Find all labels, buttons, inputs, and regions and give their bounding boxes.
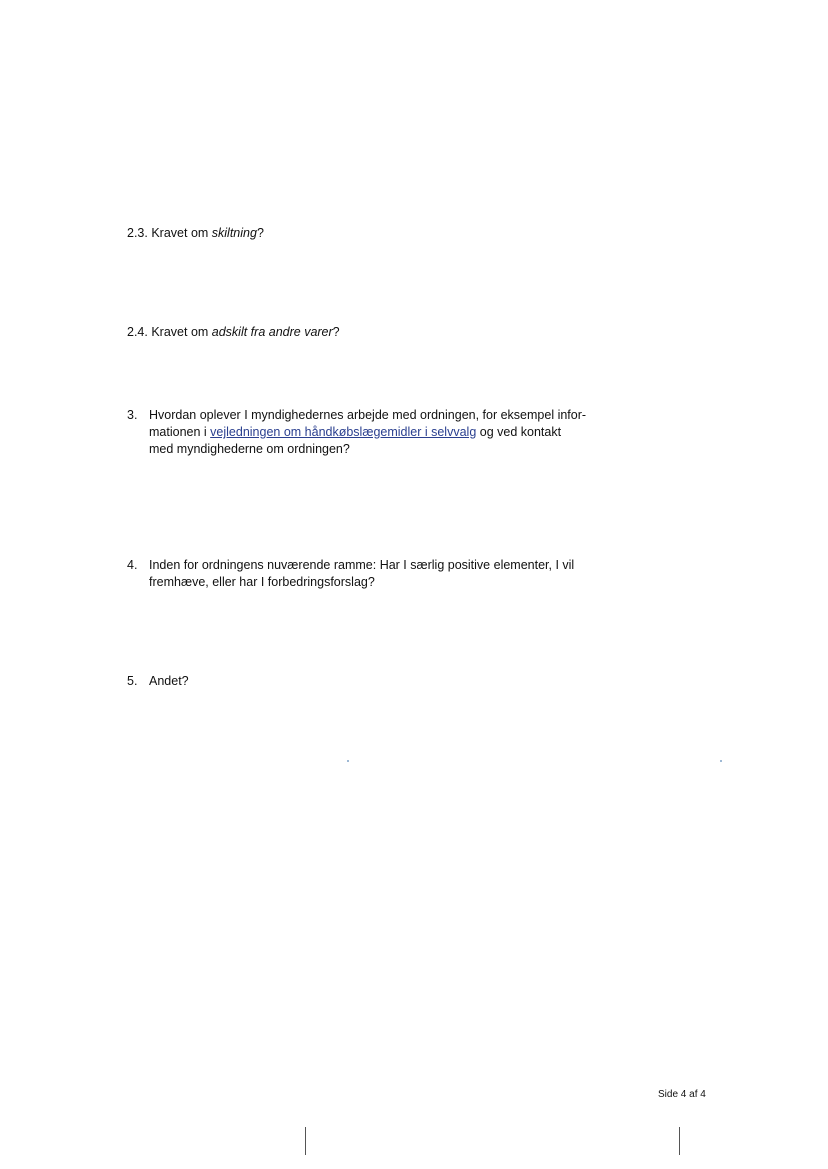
question-3-line-2 [149, 424, 629, 441]
question-2-3-suffix: ? [256, 226, 264, 240]
question-5: Andet? [149, 674, 189, 688]
scan-mark-line [305, 1127, 306, 1155]
question-5-number: 5. [127, 674, 138, 688]
question-3-line-2-prefix: mationen i [149, 425, 211, 439]
scan-speck [720, 760, 722, 762]
question-2-3-number: 2.3. [127, 226, 148, 240]
scan-speck [347, 760, 349, 762]
question-2-4-number: 2.4. [127, 325, 148, 339]
guidance-link[interactable]: vejledningen om håndkøbslægemidler i selvvalg [210, 425, 477, 439]
question-3-line-3: med myndighederne om ordningen? [149, 442, 350, 456]
question-4-number: 4. [127, 558, 138, 572]
question-2-4 [127, 324, 340, 341]
question-3-line-2-suffix: og ved kontakt [476, 425, 562, 439]
question-2-4-suffix: ? [332, 325, 340, 339]
question-3 [149, 407, 629, 458]
question-4 [149, 557, 629, 591]
question-4-line-2: fremhæve, eller har I forbedringsforslag? [149, 575, 375, 589]
question-4-line-1: Inden for ordningens nuværende ramme: Har I særlig positive elementer, I vil [149, 558, 575, 572]
question-3-number: 3. [127, 408, 138, 422]
question-3-line-1: Hvordan oplever I myndighedernes arbejde med ordningen, for eksempel infor- [149, 408, 587, 422]
question-2-3 [127, 225, 264, 242]
question-2-4-prefix: Kravet om [151, 325, 212, 339]
question-2-4-emphasis: adskilt fra andre varer [211, 325, 333, 339]
scan-mark-line [679, 1127, 680, 1155]
page-number: Side 4 af 4 [658, 1089, 706, 1100]
question-2-3-emphasis: skiltning [211, 226, 257, 240]
question-2-3-prefix: Kravet om [151, 226, 212, 240]
